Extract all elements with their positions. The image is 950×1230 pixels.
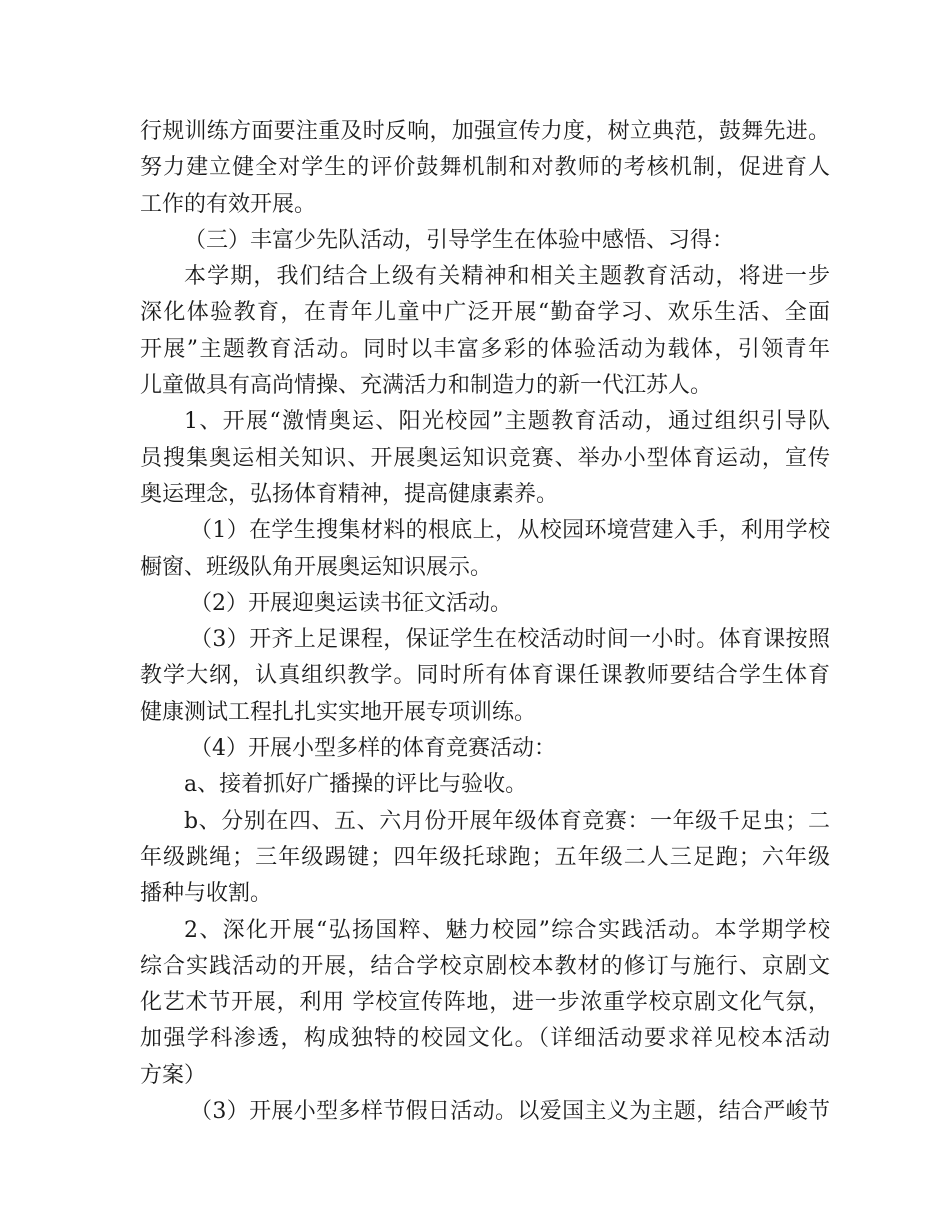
- text-line: 2、深化开展“弘扬国粹、魅力校园”综合实践活动。本学期学校: [184, 917, 830, 943]
- text-line: 员搜集奥运相关知识、开展奥运知识竞赛、举办小型体育运动，宣传: [140, 445, 830, 471]
- text-line: （3）开齐上足课程，保证学生在校活动时间一小时。体育课按照: [190, 627, 830, 653]
- text-line: 教学大纲，认真组织教学。同时所有体育课任课教师要结合学生体育: [140, 663, 830, 689]
- text-line: （2）开展迎奥运读书征文活动。: [190, 590, 512, 616]
- text-line: 加强学科渗透，构成独特的校园文化。（详细活动要求祥见校本活动: [140, 1026, 830, 1052]
- text-line: 方案）: [140, 1062, 207, 1088]
- text-line: 开展”主题教育活动。同时以丰富多彩的体验活动为载体，引领青年: [140, 336, 830, 362]
- text-line: 橱窗、班级队角开展奥运知识展示。: [140, 554, 493, 580]
- text-line: 努力建立健全对学生的评价鼓舞机制和对教师的考核机制，促进育人: [140, 155, 830, 181]
- text-line: 行规训练方面要注重及时反响，加强宣传力度，树立典范，鼓舞先进。: [140, 119, 830, 144]
- text-line: 1、开展“激情奥运、阳光校园”主题教育活动，通过组织引导队: [184, 409, 830, 435]
- text-line: （1）在学生搜集材料的根底上，从校园环境营建入手，利用学校: [190, 518, 830, 544]
- text-line: b、分别在四、五、六月份开展年级体育竞赛：一年级千足虫；二: [184, 808, 830, 834]
- text-line: （4）开展小型多样的体育竞赛活动：: [190, 736, 556, 762]
- text-line: （3）开展小型多样节假日活动。以爱国主义为主题，结合严峻节: [190, 1099, 830, 1125]
- text-line: （三）丰富少先队活动，引导学生在体验中感悟、习得：: [184, 227, 735, 253]
- text-line: 奥运理念，弘扬体育精神，提高健康素养。: [140, 481, 559, 507]
- text-line: 综合实践活动的开展，结合学校京剧校本教材的修订与施行、京剧文: [140, 953, 830, 979]
- text-line: 儿童做具有高尚情操、充满活力和制造力的新一代江苏人。: [140, 373, 713, 399]
- document-page: [140, 114, 830, 1130]
- text-line: a、接着抓好广播操的评比与验收。: [184, 772, 528, 798]
- text-line: 健康测试工程扎扎实实地开展专项训练。: [140, 699, 537, 725]
- text-line: 化艺术节开展，利用 学校宣传阵地，进一步浓重学校京剧文化气氛，: [140, 990, 830, 1016]
- text-line: 年级跳绳；三年级踢键；四年级托球跑；五年级二人三足跑；六年级: [140, 844, 830, 870]
- text-line: 工作的有效开展。: [140, 191, 317, 217]
- text-line: 本学期，我们结合上级有关精神和相关主题教育活动，将进一步: [184, 264, 830, 290]
- text-line: 播种与收割。: [140, 881, 273, 907]
- text-line: 深化体验教育，在青年儿童中广泛开展“勤奋学习、欢乐生活、全面: [140, 300, 830, 326]
